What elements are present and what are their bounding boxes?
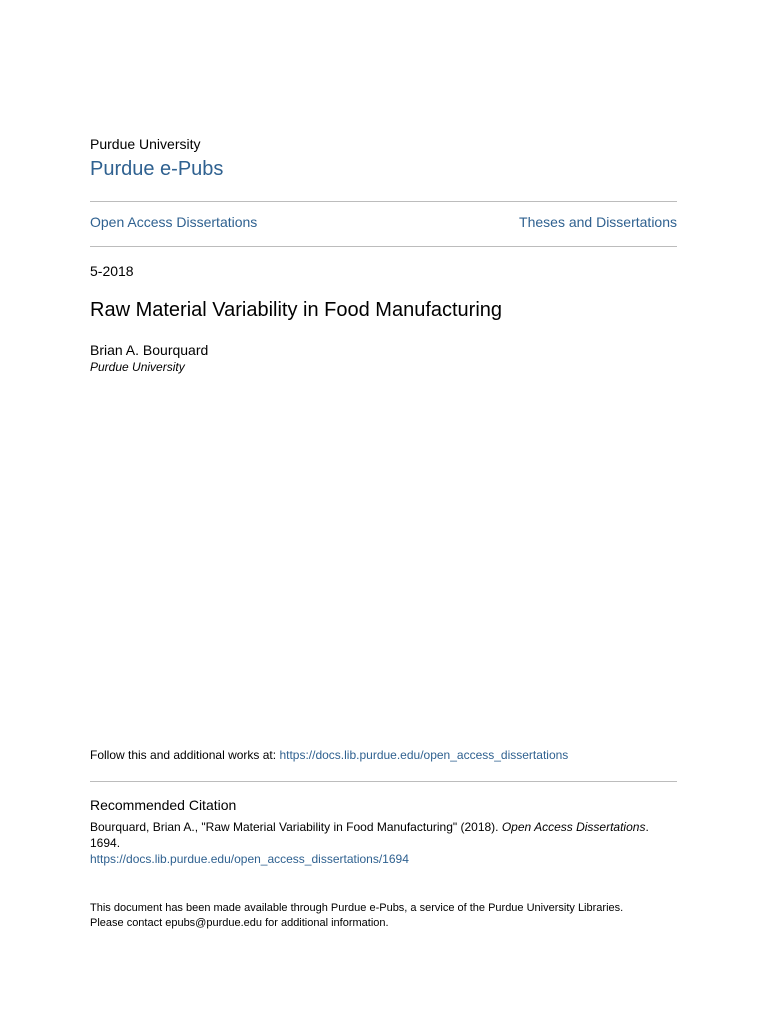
notice-line-2: Please contact epubs@purdue.edu for additional information.	[90, 917, 389, 929]
divider	[90, 201, 677, 202]
citation-text	[90, 819, 677, 851]
follow-link[interactable]: https://docs.lib.purdue.edu/open_access_dissertations	[279, 748, 569, 762]
collection-link[interactable]: Open Access Dissertations	[90, 214, 258, 230]
citation-body: Bourquard, Brian A., "Raw Material Variability in Food Manufacturing" (2018).	[90, 820, 502, 834]
citation-number: 1694.	[90, 836, 121, 850]
availability-notice	[90, 901, 677, 931]
citation-heading: Recommended Citation	[90, 797, 237, 813]
follow-line	[90, 748, 568, 762]
author-name: Brian A. Bourquard	[90, 342, 209, 358]
author-affiliation: Purdue University	[90, 360, 185, 374]
repository-link[interactable]: Purdue e-Pubs	[90, 158, 224, 180]
parent-collection-link[interactable]: Theses and Dissertations	[519, 214, 677, 230]
collection-nav	[90, 214, 677, 230]
publication-date: 5-2018	[90, 263, 134, 279]
citation-link[interactable]: https://docs.lib.purdue.edu/open_access_dissertations/1694	[90, 852, 409, 866]
citation-series: Open Access Dissertations	[501, 820, 646, 834]
citation-punct: .	[645, 820, 649, 834]
follow-label: Follow this and additional works at:	[90, 748, 280, 762]
university-name: Purdue University	[90, 136, 201, 152]
notice-line-1: This document has been made available through Purdue e-Pubs, a service of the Purdue University Libraries.	[90, 902, 624, 914]
document-title: Raw Material Variability in Food Manufacturing	[90, 299, 503, 321]
divider	[90, 781, 677, 782]
divider	[90, 246, 677, 247]
cover-page	[90, 0, 677, 1024]
